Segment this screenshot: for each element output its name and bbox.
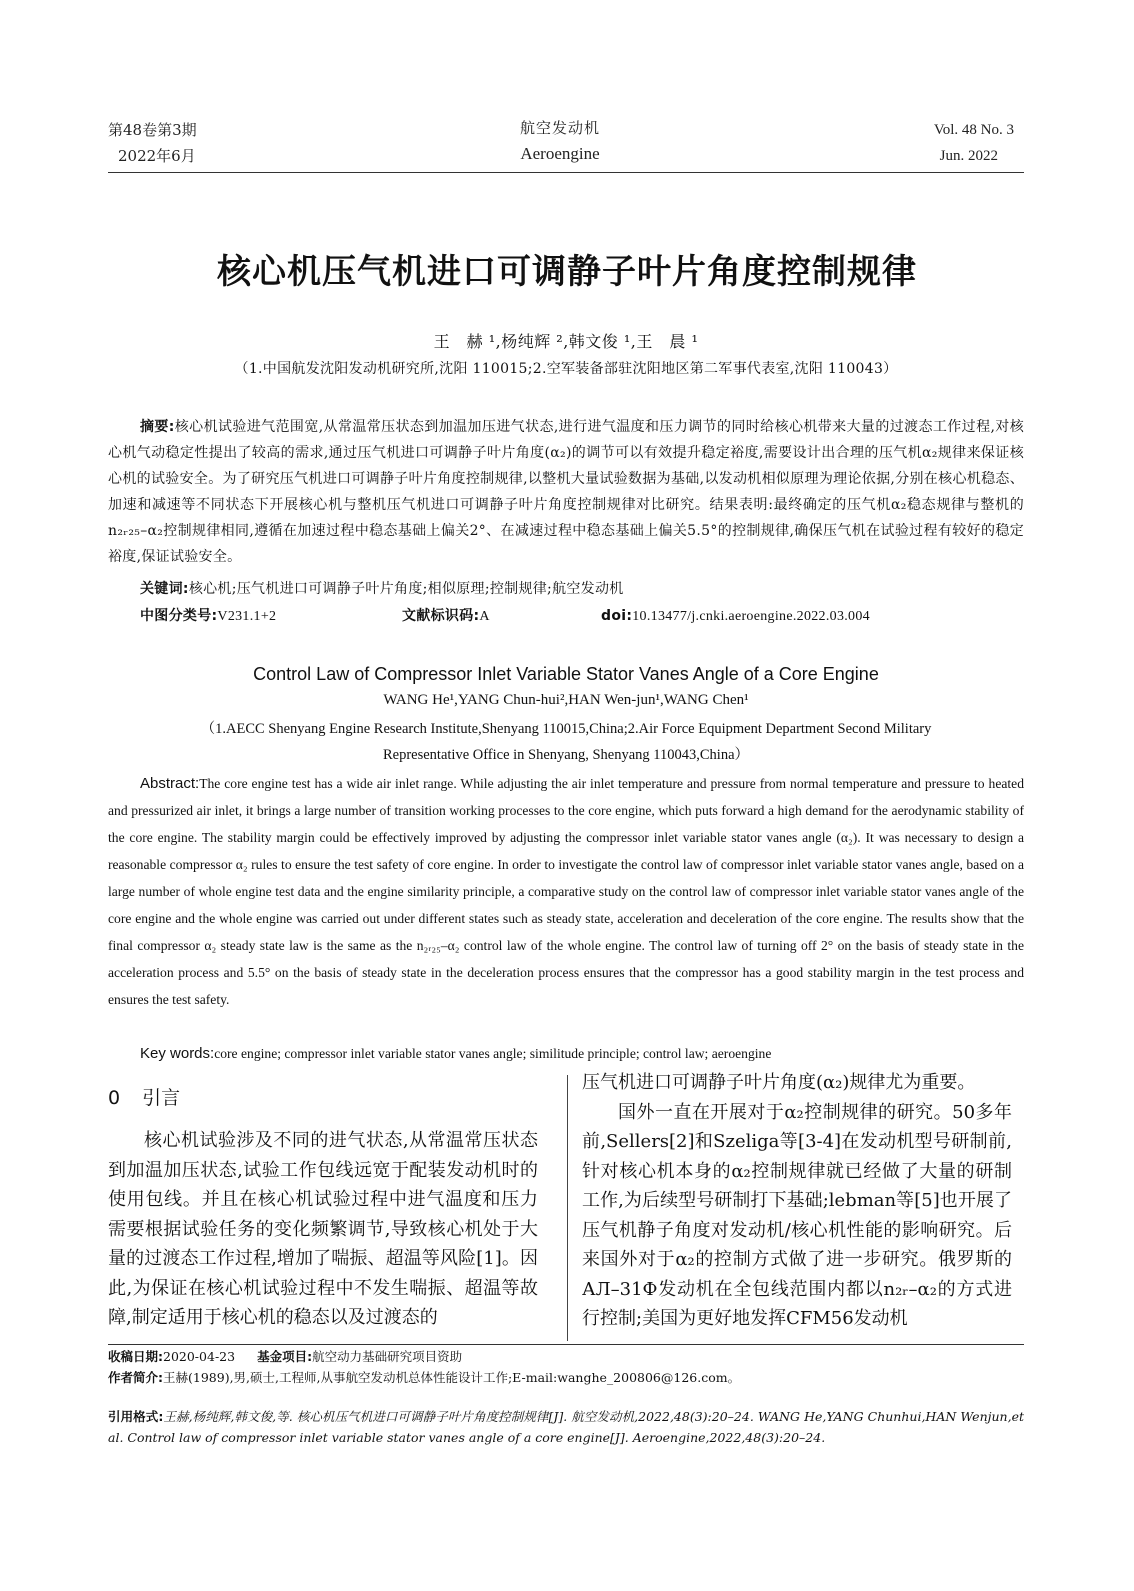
column-divider: [567, 1075, 568, 1341]
fund-label: 基金项目:: [257, 1349, 313, 1364]
section-number: 0: [108, 1087, 121, 1109]
authors-en: WANG He¹,YANG Chun-hui²,HAN Wen-jun¹,WANG Chen¹: [383, 692, 749, 708]
abstract-en-text: The core engine test has a wide air inlet range. While adjusting the air inlet temperature and pressure from normal temperature and pressure to heated and pressurized air inlet, it brings a large number of transition working processes to the core engine, which puts forward a high demand for the aerodynamic stability of the core engine. The stability margin could be effectively improved by adjusting the compressor inlet variable stator vanes angle (α₂). It was necessary to design a reasonable compressor α₂ rules to ensure the test safety of core engine. In order to investigate the control law of compressor inlet variable stator vanes angle, based on a large number of whole engine test data and the engine similarity principle, a comparative study on the control law of compressor inlet variable stator vanes angle of the core engine and the whole engine was carried out under different states such as steady state, acceleration and deceleration of the core engine. The results show that the final compressor α₂ steady state law is the same as the n₂ᵣ₂₅–α₂ control law of the whole engine. The control law of turning off 2° on the basis of steady state in the acceleration process and 5.5° on the basis of steady state in the deceleration process ensures that the compressor has a good stability margin in the test process and ensures the test safety.: [108, 776, 1024, 1007]
doi: [601, 603, 870, 630]
doi-label: doi:: [601, 608, 633, 624]
citation-label: 引用格式:: [108, 1409, 164, 1424]
abstract-cn: [108, 414, 1024, 570]
affiliations-en-line1: （1.AECC Shenyang Engine Research Institute,Shenyang 110015,China;2.Air Force Equipment Department Second Military: [200, 721, 932, 737]
received-date: 2020-04-23: [163, 1349, 236, 1364]
abstract-en: [108, 770, 1024, 1013]
clc-label: 中图分类号:: [140, 608, 218, 624]
keywords-cn: [108, 576, 1024, 602]
authors-cn: 王 赫 ¹,杨纯辉 ²,韩文俊 ¹,王 晨 ¹: [433, 332, 699, 351]
body-paragraph: 核心机试验涉及不同的进气状态,从常温常压状态到加温加压状态,试验工作包线远宽于配装发动机时的使用包线。并且在核心机试验过程中进气温度和压力需要根据试验任务的变化频繁调节,导致核心机处于大量的过渡态工作过程,增加了喘振、超温等风险[1]。因此,为保证在核心机试验过程中不发生喘振、超温等故障,制定适用于核心机的稳态以及过渡态的: [108, 1130, 538, 1328]
keywords-en: [108, 1040, 1024, 1067]
doi-value: 10.13477/j.cnki.aeroengine.2022.03.004: [632, 609, 870, 624]
affiliations-en-line2: Representative Office in Shenyang, Shenyang 110043,China）: [382, 747, 750, 763]
section-title: 引言: [142, 1087, 181, 1109]
doc-code: [402, 603, 490, 630]
affiliations-cn: （1.中国航发沈阳发动机研究所,沈阳 110015;2.空军装备部驻沈阳地区第二军事代表室,沈阳 110043）: [234, 361, 898, 377]
paper-title-cn: 核心机压气机进口可调静子叶片角度控制规律: [217, 252, 917, 292]
header-date-en: Jun. 2022: [939, 148, 998, 164]
header-volume-issue: 第48卷第3期: [108, 121, 197, 139]
header-rule: [108, 172, 1024, 173]
header-journal-en: Aeroengine: [520, 144, 600, 163]
citation-text: 王赫,杨纯辉,韩文俊,等. 核心机压气机进口可调静子叶片角度控制规律[J]. 航空发动机,2022,48(3):20–24. WANG He,YANG Chunhui,HAN Wenjun,et al. Control law of compressor inlet variable stator vanes angle of a core engine[J]. Aeroengine,2022,48(3):20–24.: [108, 1409, 1024, 1445]
header-vol-en: Vol. 48 No. 3: [933, 122, 1014, 138]
doc-code-value: A: [479, 609, 490, 624]
keywords-en-label: Key words:: [140, 1045, 215, 1062]
keywords-cn-text: 核心机;压气机进口可调静子叶片角度;相似原理;控制规律;航空发动机: [188, 581, 624, 597]
footnote-rule: [108, 1344, 1024, 1345]
abstract-en-label: Abstract:: [140, 775, 200, 792]
body-right-column: [582, 1068, 1012, 1334]
header-journal-cn: 航空发动机: [519, 119, 600, 137]
abstract-cn-label: 摘要:: [140, 419, 175, 435]
author-bio-label: 作者简介:: [108, 1370, 163, 1385]
footnote-author: [108, 1367, 1024, 1388]
paper-title-en: Control Law of Compressor Inlet Variable Stator Vanes Angle of a Core Engine: [253, 664, 879, 684]
clc-number: [140, 603, 276, 630]
keywords-cn-label: 关键词:: [140, 581, 189, 597]
body-paragraph-continued: 压气机进口可调静子叶片角度(α₂)规律尤为重要。: [582, 1072, 976, 1093]
citation: [108, 1406, 1024, 1448]
body-left-column: [108, 1126, 538, 1333]
fund-value: 航空动力基础研究项目资助: [312, 1349, 463, 1364]
footnote-received-fund: [108, 1346, 1024, 1367]
body-paragraph: 国外一直在开展对于α₂控制规律的研究。50多年前,Sellers[2]和Szeliga等[3-4]在发动机型号研制前,针对核心机本身的α₂控制规律就已经做了大量的研制工作,为后续型号研制打下基础;lebman等[5]也开展了压气机静子角度对发动机/核心机性能的影响研究。后来国外对于α₂的控制方式做了进一步研究。俄罗斯的АЛ–31Ф发动机在全包线范围内都以n₂ᵣ–α₂的方式进行控制;美国为更好地发挥CFM56发动机: [582, 1101, 1012, 1329]
received-label: 收稿日期:: [108, 1349, 163, 1364]
abstract-cn-text: 核心机试验进气范围宽,从常温常压状态到加温加压进气状态,进行进气温度和压力调节的同时给核心机带来大量的过渡态工作过程,对核心机气动稳定性提出了较高的需求,通过压气机进口可调静子叶片角度(α₂)的调节可以有效提升稳定裕度,需要设计出合理的压气机α₂规律来保证核心机的试验安全。为了研究压气机进口可调静子叶片角度控制规律,以整机大量试验数据为基础,以发动机相似原理为理论依据,分别在核心机稳态、加速和减速等不同状态下开展核心机与整机压气机进口可调静子叶片角度控制规律对比研究。结果表明:最终确定的压气机α₂稳态规律与整机的n₂ᵣ₂₅–α₂控制规律相同,遵循在加速过程中稳态基础上偏关2°、在减速过程中稳态基础上偏关5.5°的控制规律,确保压气机在试验过程有较好的稳定裕度,保证试验安全。: [108, 419, 1024, 565]
author-bio: 王赫(1989),男,硕士,工程师,从事航空发动机总体性能设计工作;E-mail:wanghe_200806@126.com。: [163, 1370, 741, 1385]
keywords-en-text: core engine; compressor inlet variable stator vanes angle; similitude principle; control law; aeroengine: [214, 1046, 772, 1061]
section-heading: [108, 1084, 548, 1112]
clc-value: V231.1+2: [217, 609, 277, 624]
header-date: 2022年6月: [118, 147, 196, 165]
doc-code-label: 文献标识码:: [402, 608, 480, 624]
